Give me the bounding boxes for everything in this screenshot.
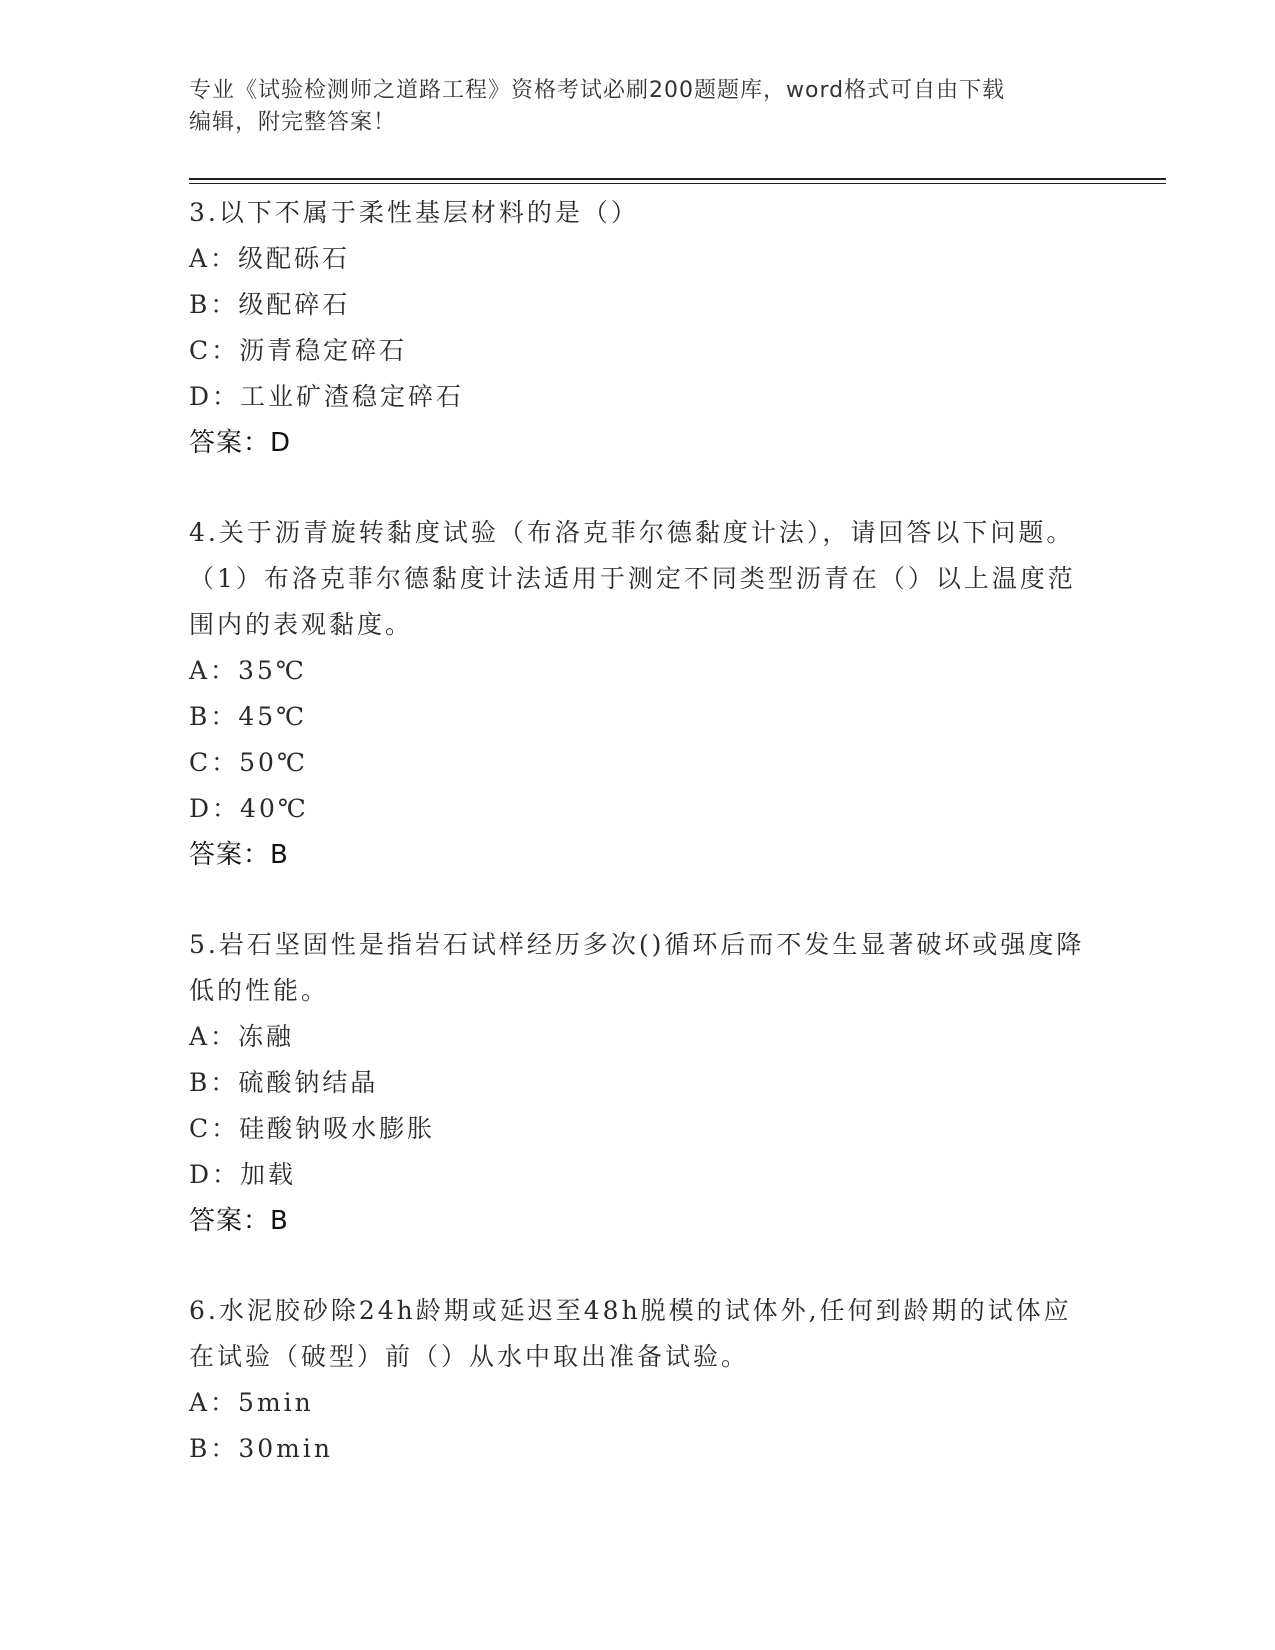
option-a: A：级配砾石 xyxy=(189,244,351,273)
question-item xyxy=(189,510,1089,878)
option-a: A：35℃ xyxy=(189,656,307,685)
option-c: C：50℃ xyxy=(189,748,308,777)
header-divider-thin xyxy=(189,183,1166,184)
option-d: D：加载 xyxy=(189,1160,297,1189)
question-item xyxy=(189,922,1089,1244)
header-line-2: 编辑，附完整答案！ xyxy=(189,110,397,135)
question-stem: 3.以下不属于柔性基层材料的是（） xyxy=(189,198,639,227)
option-d: D：工业矿渣稳定碎石 xyxy=(189,382,465,411)
option-c: C：硅酸钠吸水膨胀 xyxy=(189,1114,436,1143)
question-stem: 4.关于沥青旋转黏度试验（布洛克菲尔德黏度计法），请回答以下问题。（1）布洛克菲尔德黏度计法适用于测定不同类型沥青在（）以上温度范围内的表观黏度。 xyxy=(189,518,1076,639)
header-divider-thick xyxy=(189,178,1166,180)
question-list xyxy=(189,190,1089,1516)
question-stem: 6.水泥胶砂除24h龄期或延迟至48h脱模的试体外,任何到龄期的试体应在试验（破型）前（）从水中取出准备试验。 xyxy=(189,1296,1072,1371)
header-line-1: 专业《试验检测师之道路工程》资格考试必刷200题题库，word格式可自由下载 xyxy=(189,78,1006,103)
question-item xyxy=(189,190,1089,466)
option-c: C：沥青稳定碎石 xyxy=(189,336,408,365)
option-d: D：40℃ xyxy=(189,794,309,823)
option-a: A：5min xyxy=(189,1388,314,1417)
option-b: B：30min xyxy=(189,1434,333,1463)
option-b: B：硫酸钠结晶 xyxy=(189,1068,379,1097)
answer-label: 答案：D xyxy=(189,428,292,458)
answer-label: 答案：B xyxy=(189,840,289,870)
option-b: B：级配碎石 xyxy=(189,290,351,319)
option-b: B：45℃ xyxy=(189,702,308,731)
document-header xyxy=(189,75,1089,139)
option-a: A：冻融 xyxy=(189,1022,295,1051)
answer-label: 答案：B xyxy=(189,1206,289,1236)
question-item xyxy=(189,1288,1089,1472)
question-stem: 5.岩石坚固性是指岩石试样经历多次()循环后而不发生显著破坏或强度降低的性能。 xyxy=(189,930,1085,1005)
